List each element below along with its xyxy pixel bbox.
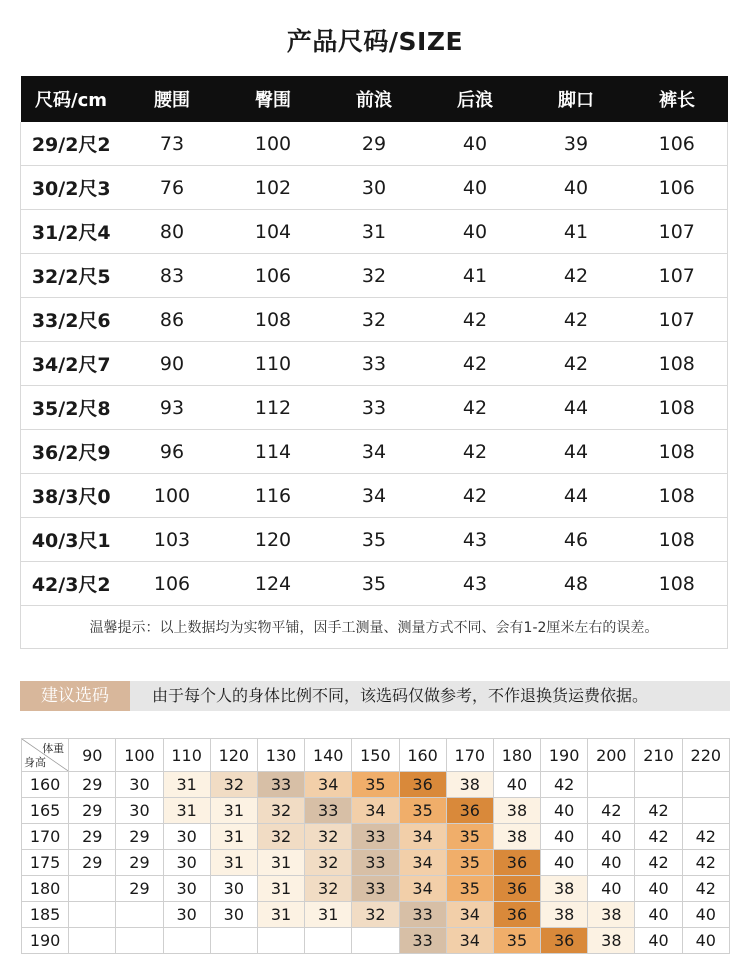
fit-size-cell: 34	[305, 772, 352, 798]
fit-size-cell: 31	[210, 850, 257, 876]
table-cell: 40	[526, 166, 627, 210]
table-cell: 40	[425, 122, 526, 166]
fit-size-cell: 30	[116, 798, 163, 824]
fit-size-cell: 30	[210, 902, 257, 928]
table-cell: 33	[324, 386, 425, 430]
fit-size-cell	[588, 772, 635, 798]
weight-header-cell: 100	[116, 739, 163, 772]
table-cell: 44	[526, 386, 627, 430]
table-cell: 108	[627, 342, 728, 386]
height-header-cell: 180	[22, 876, 69, 902]
table-cell: 48	[526, 562, 627, 606]
fit-size-cell: 29	[69, 772, 116, 798]
size-table-header-cell: 腰围	[122, 76, 223, 122]
height-header-cell: 160	[22, 772, 69, 798]
fit-size-cell: 35	[399, 798, 446, 824]
table-cell: 107	[627, 298, 728, 342]
table-cell: 39	[526, 122, 627, 166]
fit-size-cell: 29	[69, 850, 116, 876]
size-label-cell: 32/2尺5	[21, 254, 122, 298]
table-cell: 42	[425, 342, 526, 386]
fit-size-cell: 30	[163, 876, 210, 902]
weight-header-cell: 200	[588, 739, 635, 772]
table-cell: 34	[324, 430, 425, 474]
fit-size-cell	[305, 928, 352, 954]
fit-size-cell: 29	[69, 824, 116, 850]
size-chart-table	[20, 76, 728, 649]
table-cell: 43	[425, 518, 526, 562]
weight-axis-label: 体重	[42, 742, 65, 755]
fit-size-cell	[352, 928, 399, 954]
size-label-cell: 36/2尺9	[21, 430, 122, 474]
size-label-cell: 30/2尺3	[21, 166, 122, 210]
fit-size-cell: 36	[399, 772, 446, 798]
table-cell: 104	[223, 210, 324, 254]
fit-size-cell	[116, 928, 163, 954]
fit-size-cell: 33	[305, 798, 352, 824]
table-row	[21, 562, 728, 606]
fit-size-cell: 36	[541, 928, 588, 954]
fit-size-cell: 32	[257, 824, 304, 850]
table-cell: 108	[627, 430, 728, 474]
size-table-header-cell: 臀围	[223, 76, 324, 122]
size-label-cell: 38/3尺0	[21, 474, 122, 518]
table-cell: 102	[223, 166, 324, 210]
recommendation-bar	[20, 681, 730, 711]
table-row	[21, 342, 728, 386]
fit-size-cell: 32	[305, 824, 352, 850]
size-label-cell: 29/2尺2	[21, 122, 122, 166]
fit-size-cell: 42	[682, 876, 729, 902]
fit-size-cell: 40	[682, 902, 729, 928]
size-table-header-cell: 尺码/cm	[21, 76, 122, 122]
fit-size-cell: 38	[588, 902, 635, 928]
table-cell: 100	[122, 474, 223, 518]
size-label-cell: 35/2尺8	[21, 386, 122, 430]
fit-table-row	[22, 850, 730, 876]
fit-size-cell: 34	[399, 824, 446, 850]
table-row	[21, 122, 728, 166]
fit-size-cell: 38	[541, 876, 588, 902]
fit-table-row	[22, 772, 730, 798]
table-cell: 116	[223, 474, 324, 518]
fit-size-cell	[210, 928, 257, 954]
table-cell: 108	[223, 298, 324, 342]
table-row	[21, 430, 728, 474]
fit-size-cell: 33	[399, 928, 446, 954]
page-title: 产品尺码/SIZE	[286, 27, 464, 56]
fit-size-cell: 35	[446, 850, 493, 876]
fit-size-cell: 31	[305, 902, 352, 928]
table-row	[21, 386, 728, 430]
table-cell: 114	[223, 430, 324, 474]
fit-size-cell: 35	[493, 928, 540, 954]
fit-size-cell: 40	[635, 876, 682, 902]
fit-size-cell: 40	[493, 772, 540, 798]
weight-header-cell: 190	[541, 739, 588, 772]
table-cell: 96	[122, 430, 223, 474]
fit-size-cell: 30	[163, 902, 210, 928]
size-table-header-cell: 脚口	[526, 76, 627, 122]
height-header-cell: 190	[22, 928, 69, 954]
table-cell: 108	[627, 518, 728, 562]
table-cell: 83	[122, 254, 223, 298]
fit-size-cell: 40	[682, 928, 729, 954]
fit-size-cell: 31	[257, 902, 304, 928]
table-cell: 80	[122, 210, 223, 254]
fit-size-cell: 35	[446, 824, 493, 850]
table-cell: 106	[627, 122, 728, 166]
fit-size-cell	[635, 772, 682, 798]
table-cell: 100	[223, 122, 324, 166]
fit-table-row	[22, 824, 730, 850]
weight-header-cell: 150	[352, 739, 399, 772]
table-cell: 108	[627, 562, 728, 606]
fit-size-cell: 34	[399, 876, 446, 902]
fit-size-cell: 33	[352, 850, 399, 876]
fit-table-row	[22, 902, 730, 928]
fit-size-cell	[163, 928, 210, 954]
fit-size-cell: 42	[635, 798, 682, 824]
table-cell: 42	[526, 298, 627, 342]
table-cell: 110	[223, 342, 324, 386]
fit-size-cell: 30	[116, 772, 163, 798]
table-cell: 73	[122, 122, 223, 166]
fit-table-row	[22, 876, 730, 902]
recommendation-text: 由于每个人的身体比例不同，该选码仅做参考，不作退换货运费依据。	[152, 686, 649, 705]
measurement-note: 温馨提示：以上数据均为实物平铺，因手工测量、测量方式不同、会有1-2厘米左右的误差。	[21, 606, 728, 649]
fit-size-cell: 32	[352, 902, 399, 928]
height-header-cell: 165	[22, 798, 69, 824]
table-row	[21, 254, 728, 298]
fit-size-cell: 31	[163, 772, 210, 798]
fit-size-cell: 31	[210, 824, 257, 850]
height-axis-label: 身高	[24, 756, 46, 769]
weight-header-cell: 90	[69, 739, 116, 772]
fit-size-cell: 35	[446, 876, 493, 902]
table-cell: 44	[526, 474, 627, 518]
fit-size-cell	[116, 902, 163, 928]
table-cell: 35	[324, 518, 425, 562]
size-label-cell: 33/2尺6	[21, 298, 122, 342]
fit-size-cell: 31	[210, 798, 257, 824]
fit-size-cell: 32	[305, 850, 352, 876]
table-cell: 112	[223, 386, 324, 430]
fit-size-cell: 42	[635, 850, 682, 876]
size-label-cell: 31/2尺4	[21, 210, 122, 254]
fit-size-cell: 31	[257, 850, 304, 876]
fit-size-cell	[69, 876, 116, 902]
fit-size-cell	[682, 798, 729, 824]
fit-size-cell: 42	[541, 772, 588, 798]
fit-size-cell	[682, 772, 729, 798]
table-cell: 42	[425, 474, 526, 518]
weight-header-cell: 110	[163, 739, 210, 772]
fit-size-cell: 42	[682, 850, 729, 876]
fit-size-cell: 32	[257, 798, 304, 824]
table-cell: 41	[425, 254, 526, 298]
fit-size-cell: 38	[493, 824, 540, 850]
fit-size-cell: 42	[635, 824, 682, 850]
fit-size-cell: 38	[446, 772, 493, 798]
fit-size-cell: 34	[399, 850, 446, 876]
fit-size-cell	[257, 928, 304, 954]
fit-size-cell: 40	[541, 850, 588, 876]
fit-size-cell: 34	[446, 902, 493, 928]
table-cell: 124	[223, 562, 324, 606]
fit-size-cell: 29	[69, 798, 116, 824]
size-table-body	[21, 122, 728, 649]
fit-size-cell: 31	[163, 798, 210, 824]
table-cell: 43	[425, 562, 526, 606]
weight-header-cell: 140	[305, 739, 352, 772]
table-cell: 93	[122, 386, 223, 430]
weight-header-cell: 130	[257, 739, 304, 772]
table-cell: 40	[425, 166, 526, 210]
fit-size-cell: 36	[493, 850, 540, 876]
fit-size-cell: 32	[210, 772, 257, 798]
table-cell: 42	[425, 386, 526, 430]
table-cell: 90	[122, 342, 223, 386]
fit-size-cell: 40	[635, 902, 682, 928]
fit-size-cell: 32	[305, 876, 352, 902]
fit-size-cell: 40	[588, 824, 635, 850]
height-header-cell: 175	[22, 850, 69, 876]
table-cell: 107	[627, 210, 728, 254]
fit-size-cell: 36	[493, 902, 540, 928]
fit-size-cell: 36	[493, 876, 540, 902]
fit-size-cell: 31	[257, 876, 304, 902]
fit-table-weight-row	[22, 739, 730, 772]
fit-size-cell: 33	[352, 876, 399, 902]
fit-size-cell: 33	[352, 824, 399, 850]
table-cell: 42	[526, 342, 627, 386]
fit-table-row	[22, 798, 730, 824]
table-row	[21, 166, 728, 210]
height-header-cell: 185	[22, 902, 69, 928]
fit-size-cell: 29	[116, 850, 163, 876]
size-label-cell: 42/3尺2	[21, 562, 122, 606]
table-cell: 35	[324, 562, 425, 606]
size-table-header-cell: 裤长	[627, 76, 728, 122]
fit-size-cell: 30	[163, 824, 210, 850]
size-table-header-row	[21, 76, 728, 122]
fit-size-cell: 35	[352, 772, 399, 798]
table-row	[21, 474, 728, 518]
fit-size-cell: 33	[257, 772, 304, 798]
fit-recommendation-table	[21, 738, 730, 954]
fit-size-cell: 30	[210, 876, 257, 902]
table-cell: 34	[324, 474, 425, 518]
table-cell: 31	[324, 210, 425, 254]
table-cell: 42	[526, 254, 627, 298]
table-cell: 42	[425, 298, 526, 342]
weight-header-cell: 120	[210, 739, 257, 772]
table-cell: 103	[122, 518, 223, 562]
table-cell: 41	[526, 210, 627, 254]
table-cell: 76	[122, 166, 223, 210]
table-cell: 42	[425, 430, 526, 474]
fit-size-cell: 30	[163, 850, 210, 876]
fit-table-body	[22, 739, 730, 954]
height-header-cell: 170	[22, 824, 69, 850]
table-row	[21, 518, 728, 562]
table-cell: 107	[627, 254, 728, 298]
table-cell: 32	[324, 254, 425, 298]
fit-size-cell: 40	[588, 850, 635, 876]
fit-size-cell: 38	[493, 798, 540, 824]
fit-table-corner	[22, 739, 69, 772]
weight-header-cell: 220	[682, 739, 729, 772]
table-cell: 106	[627, 166, 728, 210]
fit-size-cell: 38	[541, 902, 588, 928]
fit-size-cell: 42	[682, 824, 729, 850]
table-cell: 33	[324, 342, 425, 386]
fit-size-cell: 38	[588, 928, 635, 954]
table-cell: 106	[223, 254, 324, 298]
size-label-cell: 40/3尺1	[21, 518, 122, 562]
size-table-header-cell: 前浪	[324, 76, 425, 122]
fit-size-cell: 29	[116, 876, 163, 902]
weight-header-cell: 180	[493, 739, 540, 772]
table-row	[21, 298, 728, 342]
table-cell: 120	[223, 518, 324, 562]
table-row	[21, 210, 728, 254]
fit-size-cell: 34	[352, 798, 399, 824]
table-cell: 29	[324, 122, 425, 166]
table-cell: 46	[526, 518, 627, 562]
table-cell: 106	[122, 562, 223, 606]
table-cell: 44	[526, 430, 627, 474]
table-cell: 30	[324, 166, 425, 210]
fit-size-cell: 40	[588, 876, 635, 902]
fit-size-cell: 33	[399, 902, 446, 928]
table-cell: 40	[425, 210, 526, 254]
fit-size-cell: 40	[541, 824, 588, 850]
table-cell: 108	[627, 474, 728, 518]
fit-size-cell: 36	[446, 798, 493, 824]
size-table-header-cell: 后浪	[425, 76, 526, 122]
fit-table-row	[22, 928, 730, 954]
fit-size-cell	[69, 928, 116, 954]
table-cell: 86	[122, 298, 223, 342]
weight-header-cell: 170	[446, 739, 493, 772]
fit-size-cell: 42	[588, 798, 635, 824]
weight-header-cell: 160	[399, 739, 446, 772]
table-cell: 108	[627, 386, 728, 430]
weight-header-cell: 210	[635, 739, 682, 772]
recommendation-label: 建议选码	[20, 681, 130, 711]
fit-size-cell: 40	[541, 798, 588, 824]
fit-size-cell: 29	[116, 824, 163, 850]
fit-size-cell: 34	[446, 928, 493, 954]
fit-size-cell: 40	[635, 928, 682, 954]
size-label-cell: 34/2尺7	[21, 342, 122, 386]
note-row	[21, 606, 728, 649]
table-cell: 32	[324, 298, 425, 342]
fit-size-cell	[69, 902, 116, 928]
